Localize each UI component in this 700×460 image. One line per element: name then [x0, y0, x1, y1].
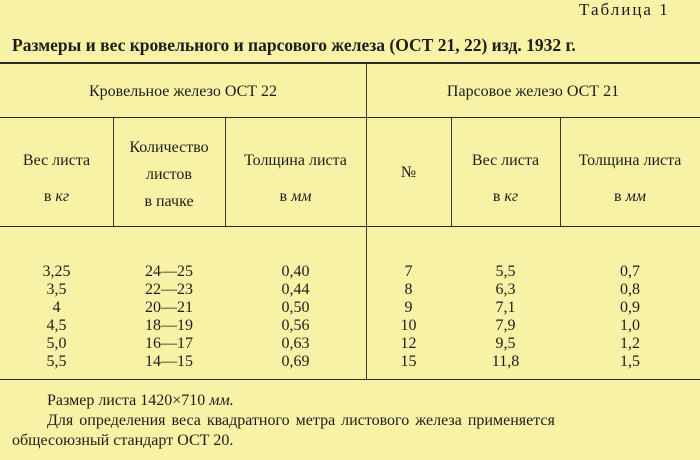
roof-thickness-cell: 0,56 — [281, 317, 310, 334]
header-pars-weight-unit: в кг — [492, 188, 519, 205]
roof-count-cell: 22—23 — [145, 281, 193, 298]
roof-count-cell: 20—21 — [145, 299, 193, 316]
header-roof-weight-unit: в кг — [43, 188, 70, 205]
pars-weight-cell: 6,3 — [495, 281, 516, 298]
header-roof-count-3: в пачке — [144, 193, 194, 210]
roof-thickness-cell: 0,44 — [281, 281, 310, 298]
table-label: Таблица 1 — [579, 0, 670, 19]
top-rule — [0, 62, 700, 64]
pars-thickness-cell: 1,5 — [620, 353, 640, 370]
note-standard-line1: Для определения веса квадратного метра листового железа применяется — [47, 412, 555, 429]
header-pars-thickness — [560, 143, 700, 215]
group-roofing: Кровельное железо ОСТ 22 — [88, 83, 278, 100]
pars-number-cell: 9 — [404, 299, 413, 316]
roof-weight-cell: 3,5 — [46, 281, 67, 298]
pars-weight-cell: 7,9 — [495, 317, 516, 334]
roof-thickness-cell: 0,69 — [281, 353, 310, 370]
pars-thickness-cell: 0,7 — [620, 263, 640, 280]
roof-count-cell: 18—19 — [145, 317, 193, 334]
roof-thickness-cell: 0,50 — [281, 299, 310, 316]
header-roof-weight-label: Вес листа — [22, 152, 91, 169]
note-sheet-size — [47, 392, 234, 410]
roof-weight-cell: 3,25 — [42, 263, 71, 280]
bottom-rule — [0, 379, 700, 380]
roof-count-cell: 14—15 — [145, 353, 193, 370]
pars-number-cell: 10 — [400, 317, 417, 334]
pars-weight-cell: 7,1 — [495, 299, 516, 316]
note-standard-line2: общесоюзный стандарт ОСТ 20. — [12, 432, 234, 449]
note-sheet-size-unit: мм. — [209, 392, 234, 409]
header-roof-thickness-label: Толщина листа — [244, 152, 347, 169]
header-roof-thickness — [225, 143, 366, 215]
pars-thickness-cell: 1,2 — [620, 335, 640, 352]
header-rule — [0, 226, 700, 227]
pars-number-cell: 7 — [404, 263, 413, 280]
pars-number-cell: 12 — [400, 335, 417, 352]
group-rule — [0, 117, 700, 118]
pars-weight-cell: 9,5 — [495, 335, 516, 352]
roof-count-cell: 24—25 — [145, 263, 193, 280]
header-pars-thickness-unit: в мм — [614, 188, 646, 205]
header-roof-count — [113, 134, 225, 215]
roof-weight-cell: 5,0 — [46, 335, 67, 352]
pars-weight-cell: 11,8 — [491, 353, 520, 370]
roof-thickness-cell: 0,63 — [281, 335, 310, 352]
pars-number-cell: 15 — [400, 353, 417, 370]
header-pars-weight-label: Вес листа — [471, 152, 540, 169]
header-roof-thickness-unit: в мм — [279, 188, 312, 205]
pars-thickness-cell: 1,0 — [620, 317, 640, 334]
header-pars-thickness-label: Толщина листа — [578, 152, 682, 169]
roof-weight-cell: 4 — [52, 299, 61, 316]
group-pars: Парсовое железо ОСТ 21 — [446, 83, 620, 100]
pars-weight-cell: 5,5 — [495, 263, 516, 280]
pars-thickness-cell: 0,8 — [620, 281, 640, 298]
header-roof-count-1: Количество — [129, 139, 209, 156]
table-title: Размеры и вес кровельного и парсового железа (ОСТ 21, 22) изд. 1932 г. — [12, 35, 576, 55]
header-roof-weight — [0, 143, 113, 215]
roof-thickness-cell: 0,40 — [281, 263, 310, 280]
roof-count-cell: 16—17 — [145, 335, 193, 352]
roof-weight-cell: 5,5 — [46, 353, 67, 370]
header-pars-weight — [451, 143, 560, 215]
note-sheet-size-text: Размер листа 1420×710 — [47, 392, 206, 409]
header-roof-count-2: листов — [146, 166, 192, 183]
roof-weight-cell: 4,5 — [46, 317, 67, 334]
header-pars-number: № — [400, 164, 417, 181]
pars-thickness-cell: 0,9 — [620, 299, 640, 316]
pars-number-cell: 8 — [404, 281, 413, 298]
